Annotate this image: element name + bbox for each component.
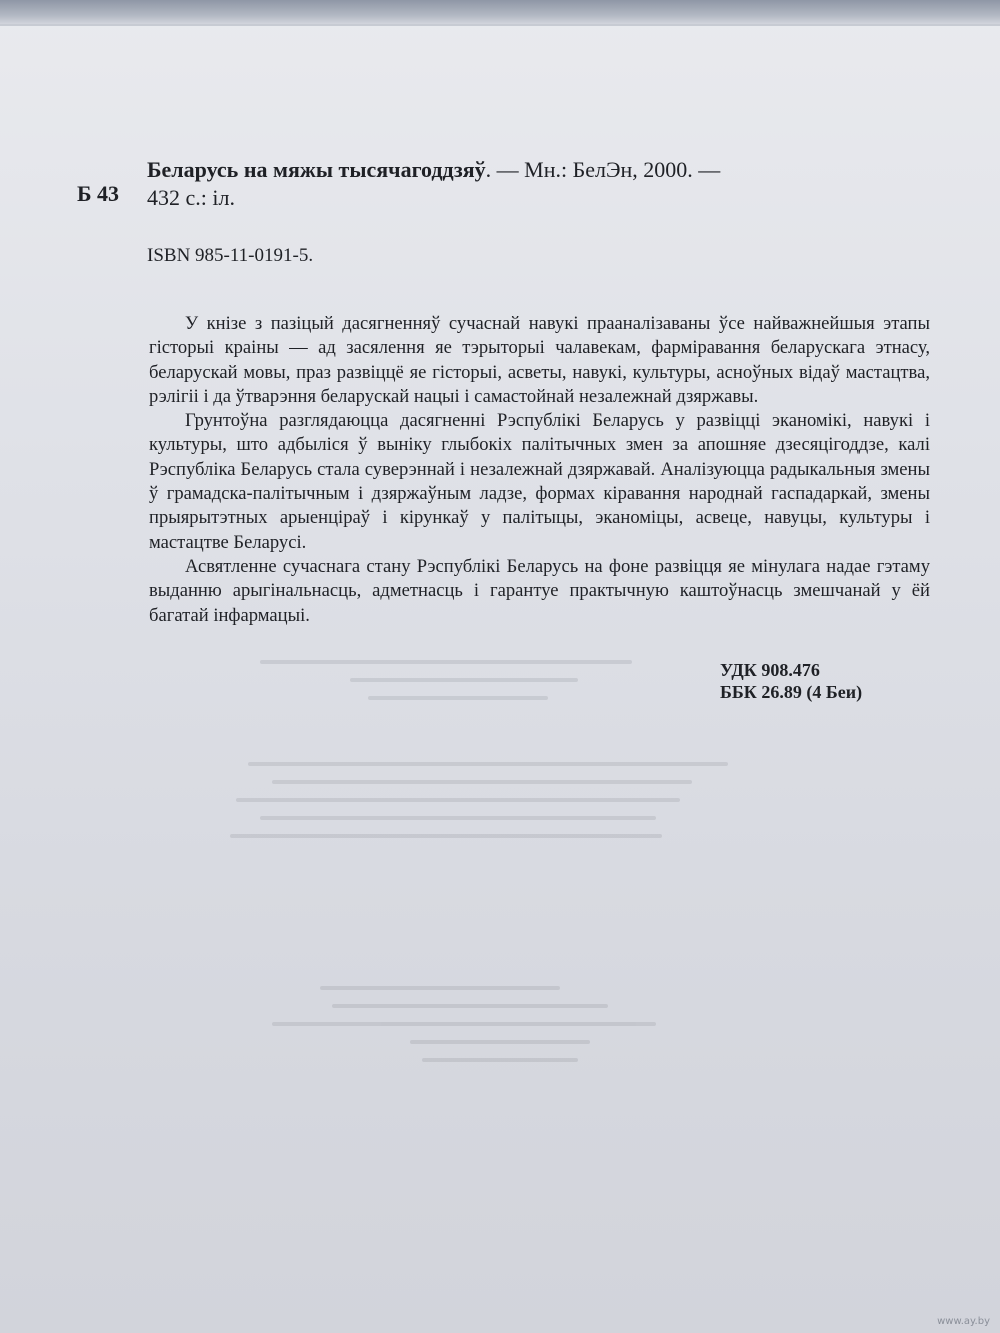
- show-through-text: [200, 660, 800, 1280]
- abstract-paragraph: У кнізе з пазіцый дасягненняў сучаснай навукі прааналізаваны ўсе найважнейшыя этапы гісторыі краіны — ад засялення яе тэрыторыі чалавекам, фарміравання беларускага этнасу, беларускай мовы, праз развіццё яе гісторыі, асветы, навукі, культуры, асноўных відаў мастацтва, рэлігіі і да ўтварэння беларускай нацыі і самастойнай незалежнай дзяржавы.: [149, 313, 930, 407]
- book-title: Беларусь на мяжы тысячагоддзяў: [147, 157, 486, 182]
- page-count: 432 с.: іл.: [147, 185, 235, 210]
- catalog-code: Б 43: [77, 181, 120, 206]
- abstract: [149, 312, 930, 628]
- page-top-edge: [0, 0, 1000, 26]
- abstract-paragraph: Грунтоўна разглядаюцца дасягненні Рэспублікі Беларусь у развіцці эканомікі, навукі і культуры, што адбыліся ў выніку глыбокіх палітычных змен за апошняе дзесяцігоддзе, калі Рэспубліка Беларусь стала суверэннай і незалежнай дзяржавай. Аналізуюцца радыкальныя змены ў грамадска-палітычным і дзяржаўным ладзе, формах кіравання народнай гаспадаркай, змены прыярытэтных арыенціраў і кірункаў у палітыцы, эканоміцы, асвеце, навуцы, культуры і мастацтве Беларусі.: [149, 410, 930, 553]
- bibliographic-title-line: [147, 157, 720, 183]
- abstract-paragraph: Асвятленне сучаснага стану Рэспублікі Беларусь на фоне развіцця яе мінулага надае гэтаму выданню арыгінальнасць, адметнасць і гарантуе практычную каштоўнасць змешчанай у ёй багатай інфармацыі.: [149, 555, 930, 626]
- isbn: ISBN 985-11-0191-5.: [147, 245, 314, 266]
- site-watermark: www.ay.by: [937, 1316, 990, 1327]
- classification-codes: [720, 659, 930, 703]
- publication-info: . — Мн.: БелЭн, 2000. —: [485, 157, 721, 182]
- udk-code: УДК 908.476: [720, 660, 820, 680]
- bbk-code: ББК 26.89 (4 Беи): [720, 682, 863, 702]
